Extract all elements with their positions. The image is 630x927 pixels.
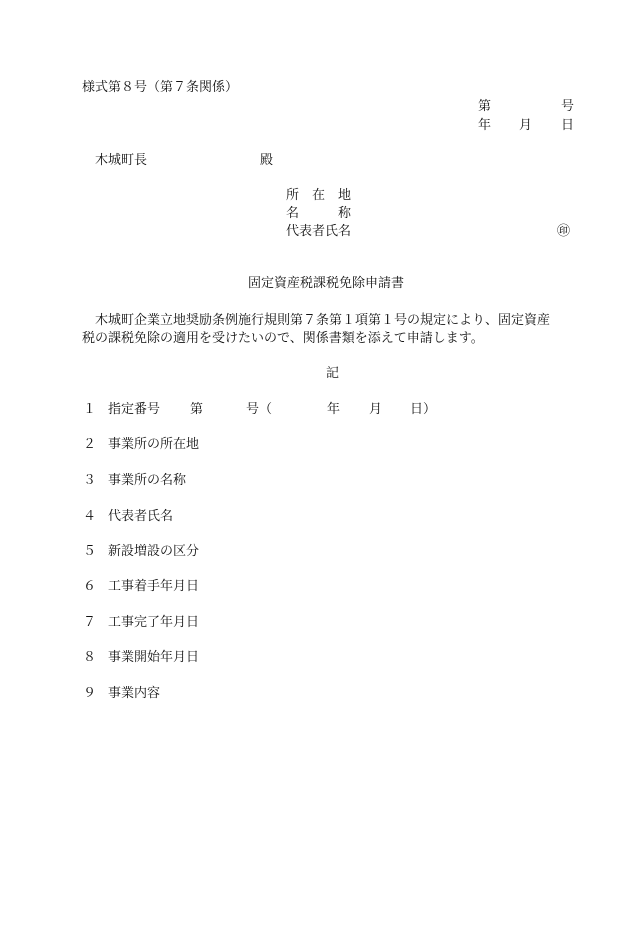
item-number: ７ <box>83 615 97 630</box>
applicant-representative-label: 代表者氏名 <box>286 224 352 239</box>
list-item <box>0 579 630 595</box>
document-title: 固定資産税課税免除申請書 <box>248 276 405 291</box>
item-number: ８ <box>83 650 97 665</box>
list-item <box>0 615 630 631</box>
item-label: 代表者氏名 <box>108 509 174 524</box>
item1-dai: 第 <box>190 402 204 417</box>
body-text-line-1: 木城町企業立地奨励条例施行規則第７条第１項第１号の規定により、固定資産 <box>95 313 551 328</box>
item-label: 工事完了年月日 <box>108 615 200 630</box>
date-year: 年 <box>478 118 492 133</box>
item-label: 事業内容 <box>108 686 161 701</box>
item1-month: 月 <box>369 402 383 417</box>
list-item <box>0 473 630 489</box>
list-item-designation <box>0 402 630 418</box>
body-text-line-2: 税の課税免除の適用を受けたいので、関係書類を添えて申請します。 <box>82 331 484 346</box>
item-number: ３ <box>83 473 97 488</box>
applicant-name-label: 名 称 <box>286 206 352 221</box>
doc-number-suffix: 号 <box>561 99 575 114</box>
item-number: ６ <box>83 579 97 594</box>
item-number: ９ <box>83 686 97 701</box>
item1-day-close: 日） <box>410 402 437 417</box>
applicant-location-label: 所 在 地 <box>286 188 352 203</box>
item-label: 工事着手年月日 <box>108 579 200 594</box>
item-label: 事業所の所在地 <box>108 437 200 452</box>
item1-year: 年 <box>327 402 341 417</box>
form-id: 様式第８号（第７条関係） <box>82 80 239 95</box>
seal-mark: ㊞ <box>557 224 571 239</box>
item-number: ４ <box>83 509 97 524</box>
item1-go-paren: 号（ <box>246 402 273 417</box>
date-month: 月 <box>519 118 533 133</box>
addressee-honorific: 殿 <box>260 153 274 168</box>
list-item <box>0 544 630 560</box>
item-label: 事業所の名称 <box>108 473 187 488</box>
addressee-name: 木城町長 <box>95 153 148 168</box>
ki-heading: 記 <box>326 366 340 381</box>
doc-number-prefix: 第 <box>478 99 492 114</box>
list-item <box>0 686 630 702</box>
list-item <box>0 650 630 666</box>
date-day: 日 <box>561 118 575 133</box>
item-label: 事業開始年月日 <box>108 650 200 665</box>
item-number: ２ <box>83 437 97 452</box>
item-label: 指定番号 <box>108 402 161 417</box>
item-label: 新設増設の区分 <box>108 544 200 559</box>
item-number: １ <box>83 402 97 417</box>
list-item <box>0 509 630 525</box>
list-item <box>0 437 630 453</box>
item-number: ５ <box>83 544 97 559</box>
